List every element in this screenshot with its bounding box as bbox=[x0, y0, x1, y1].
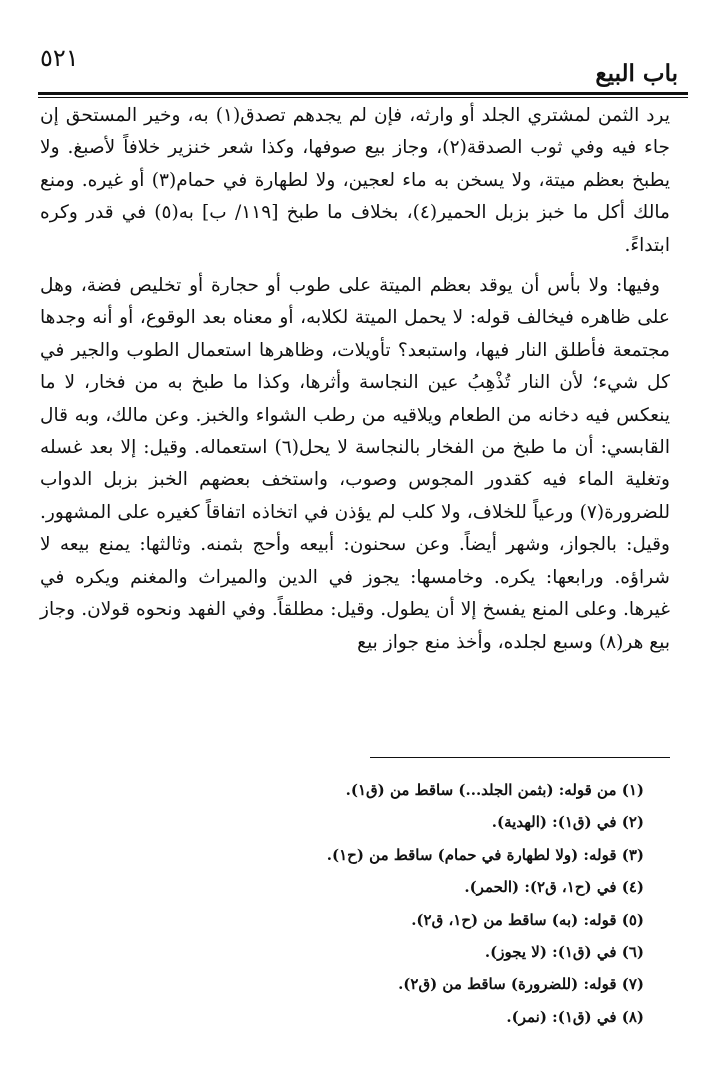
footnote: (٤) في (ح١، ق٢): (الحمر). bbox=[464, 878, 644, 897]
footnote: (١) من قوله: (بثمن الجلد...) ساقط من (ق١). bbox=[345, 781, 644, 799]
footnote: (٥) قوله: (به) ساقط من (ح١، ق٢). bbox=[411, 910, 644, 929]
header-rule-thin bbox=[38, 97, 688, 98]
header-rule-thick bbox=[38, 92, 688, 95]
footnote: (٣) قوله: (ولا لطهارة في حمام) ساقط من (ح١). bbox=[326, 845, 644, 864]
footnotes bbox=[150, 774, 644, 1033]
chapter-title: باب البيع bbox=[595, 60, 678, 87]
footnote-separator bbox=[370, 757, 670, 758]
footnote: (٦) في (ق١): (لا يجوز). bbox=[484, 943, 644, 962]
footnote: (٧) قوله: (للضرورة) ساقط من (ق٢). bbox=[398, 975, 644, 994]
paragraph: وفيها: ولا بأس أن يوقد بعظم الميتة على طوب أو حجارة أو تخليص فضة، وهل على ظاهره فيخالف قوله: لا يحمل الميتة لكلابه، أو معناه بعد الوقوع، أو أنه وجدها مجتمعة فأطلق النار فيها، واستبعد؟ تأويلات، وظاهرها استعمال الطوب والجير في كل شيء؛ لأن النار تُذْهِبُ عين النجاسة وأثرها، وكذا ما طبخ به من فخار، لا ما ينعكس فيه دخانه من الطعام ويلاقيه من رطب الشواء والخبز. وعن مالك، وبه قال القابسي: أن ما طبخ من الفخار بالنجاسة لا يحل(٦) استعماله. وقيل: إلا بعد غسله وتغلية الماء فيه كقدور المجوس وصوب، واستخف بعضهم الخبز بزبل الدواب للضرورة(٧) ورعياً للخلاف، ولا كلب لم يؤذن في اتخاذه اتفاقاً كغيره على المشهور. وقيل: بالجواز، وشهر أيضاً. وعن سحنون: أبيعه وأحج بثمنه. وثالثها: يمنع بيعه لا شراؤه. ورابعها: يكره. وخامسها: يجوز في الدين والميراث والمغنم ويكره في غيرها. وعلى المنع يفسخ إلا أن يطول. وقيل: مطلقاً. وفي الفهد ونحوه قولان. وجاز بيع هر(٨) وسبع لجلده، وأخذ منع جواز بيع bbox=[40, 275, 670, 653]
main-text bbox=[40, 100, 670, 659]
footnote: (٢) في (ق١): (الهدية). bbox=[491, 813, 644, 832]
footnote: (٨) في (ق١): (نمر). bbox=[506, 1007, 644, 1026]
paragraph: يرد الثمن لمشتري الجلد أو وارثه، فإن لم يجدهم تصدق(١) به، وخير المستحق إن جاء فيه وفي ثوب الصدقة(٢)، وجاز بيع صوفها، وكذا شعر خنزير خلافاً لأصبغ. ولا يطبخ بعظم ميتة، ولا يسخن به ماء لعجين، ولا لطهارة في حمام(٣) أو غيره. ومنع مالك أكل ما خبز بزبل الحمير(٤)، بخلاف ما طبخ [١١٩/ ب] به(٥) في قدر وكره ابتداءً. bbox=[40, 105, 670, 256]
page-number: ٥٢١ bbox=[40, 44, 79, 72]
